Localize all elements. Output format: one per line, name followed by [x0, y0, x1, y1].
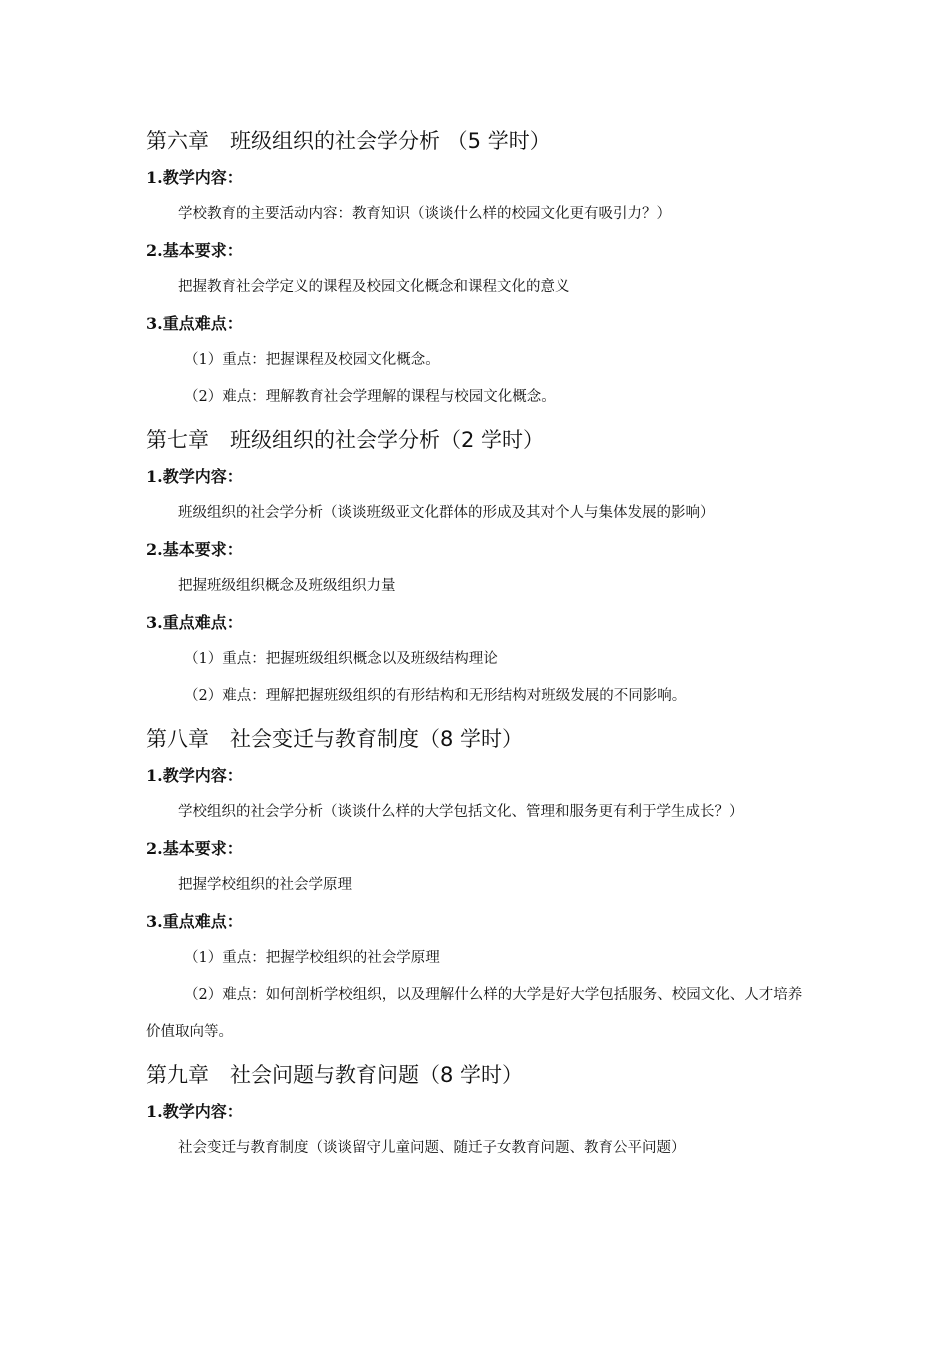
content-text: 班级组织的社会学分析（谈谈班级亚文化群体的形成及其对个人与集体发展的影响） — [178, 505, 715, 521]
keypoints-heading: 3.重点难点： — [146, 314, 243, 333]
chapter-title: 第八章 社会变迁与教育制度（8 学时） — [146, 727, 524, 751]
chapter-7 — [146, 423, 826, 707]
keypoints-heading: 3.重点难点： — [146, 912, 243, 931]
requirements-text: 把握教育社会学定义的课程及校园文化概念和课程文化的意义 — [178, 279, 570, 295]
chapter-title: 第六章 班级组织的社会学分析 （5 学时） — [146, 129, 551, 153]
keypoint-emphasis: （1）重点：把握课程及校园文化概念。 — [184, 352, 440, 368]
requirements-text: 把握学校组织的社会学原理 — [178, 877, 352, 893]
chapter-6 — [146, 124, 826, 408]
requirements-heading: 2.基本要求： — [146, 241, 243, 260]
content-text: 学校组织的社会学分析（谈谈什么样的大学包括文化、管理和服务更有利于学生成长？） — [178, 804, 744, 820]
requirements-text: 把握班级组织概念及班级组织力量 — [178, 578, 396, 594]
keypoint-difficulty: （2）难点：理解把握班级组织的有形结构和无形结构对班级发展的不同影响。 — [184, 688, 687, 704]
keypoint-difficulty: （2）难点：理解教育社会学理解的课程与校园文化概念。 — [184, 389, 556, 405]
chapter-9 — [146, 1058, 826, 1159]
content-heading: 1.教学内容： — [146, 168, 243, 187]
content-heading: 1.教学内容： — [146, 467, 243, 486]
document-page — [146, 124, 826, 1174]
keypoints-heading: 3.重点难点： — [146, 613, 243, 632]
keypoint-emphasis: （1）重点：把握班级组织概念以及班级结构理论 — [184, 651, 498, 667]
content-text: 社会变迁与教育制度（谈谈留守儿童问题、随迁子女教育问题、教育公平问题） — [178, 1140, 686, 1156]
content-heading: 1.教学内容： — [146, 1102, 243, 1121]
chapter-title: 第七章 班级组织的社会学分析（2 学时） — [146, 428, 545, 452]
chapter-title: 第九章 社会问题与教育问题（8 学时） — [146, 1063, 524, 1087]
requirements-heading: 2.基本要求： — [146, 540, 243, 559]
keypoint-difficulty: （2）难点：如何剖析学校组织，以及理解什么样的大学是好大学包括服务、校园文化、人才培养价值取向等。 — [146, 987, 803, 1040]
keypoint-emphasis: （1）重点：把握学校组织的社会学原理 — [184, 950, 440, 966]
requirements-heading: 2.基本要求： — [146, 839, 243, 858]
content-text: 学校教育的主要活动内容：教育知识（谈谈什么样的校园文化更有吸引力？） — [178, 206, 671, 222]
content-heading: 1.教学内容： — [146, 766, 243, 785]
chapter-8 — [146, 722, 826, 1051]
